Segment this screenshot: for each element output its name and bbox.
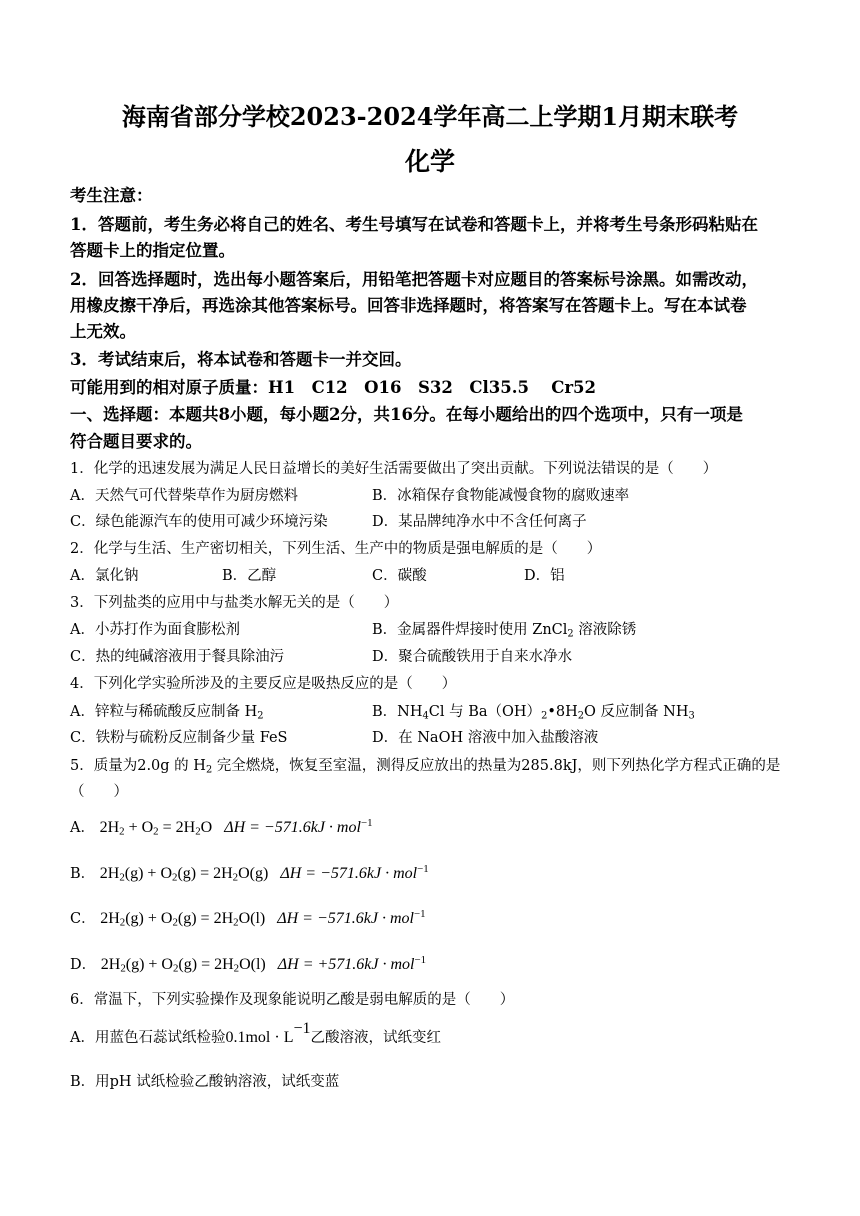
q5-stem-cont: （ ）	[70, 784, 128, 800]
q3-option-a: A．小苏打作为面食膨松剂	[70, 622, 240, 638]
exam-title: 海南省部分学校2023-2024学年高二上学期1月期末联考	[121, 102, 739, 131]
q3-option-b: B．金属器件焊接时使用 ZnCl$_2$ 溶液除锈	[372, 622, 637, 640]
notice-line-5: 上无效。	[70, 322, 136, 341]
q5-option-a: A． $2H_2 + O_2 = 2H_2O$ ΔH = −571.6kJ · mol$^{-1}$	[70, 817, 373, 838]
q3-option-c: C．热的纯碱溶液用于餐具除油污	[70, 649, 285, 665]
q2-option-b: B．乙醇	[222, 568, 277, 584]
q3-stem: 3．下列盐类的应用中与盐类水解无关的是（ ）	[70, 595, 399, 611]
notice-heading: 考生注意：	[70, 186, 153, 205]
q1-option-c: C．绿色能源汽车的使用可减少环境污染	[70, 514, 328, 530]
q6-option-a: A．用蓝色石蕊试纸检验$0.1mol \cdot L^{-1}$乙酸溶液，试纸变红	[70, 1020, 442, 1046]
section-1-heading-cont: 符合题目要求的。	[70, 432, 202, 451]
q5-option-d: D． $2H_2(g) + O_2(g) = 2H_2O(l) \Delta H = +571.6kJ \cdot mol^{-1}$	[70, 954, 427, 975]
q4-option-d: D．在 NaOH 溶液中加入盐酸溶液	[372, 730, 599, 746]
q5-stem: 5．质量为2.0g 的 $H_2$ 完全燃烧，恢复至室温，测得反应放出的热量为285.8kJ，则下列热化学方程式正确的是	[70, 758, 781, 776]
notice-line-2: 答题卡上的指定位置。	[70, 241, 235, 260]
q1-option-b: B．冰箱保存食物能减慢食物的腐败速率	[372, 488, 630, 504]
q6-option-b: B．用pH 试纸检验乙酸钠溶液，试纸变蓝	[70, 1074, 340, 1090]
q2-stem: 2．化学与生活、生产密切相关，下列生活、生产中的物质是强电解质的是（ ）	[70, 541, 602, 557]
q1-stem: 1．化学的迅速发展为满足人民日益增长的美好生活需要做出了突出贡献。下列说法错误的是（ ）	[70, 461, 718, 477]
q4-option-c: C．铁粉与硫粉反应制备少量 FeS	[70, 730, 288, 746]
notice-line-3: 2．回答选择题时，选出每小题答案后，用铅笔把答题卡对应题目的答案标号涂黑。如需改动，	[70, 270, 758, 289]
q2-option-a: A．氯化钠	[70, 568, 139, 584]
q4-option-b: B．$NH_4Cl$ 与 $Ba(OH)_2•8H_2O$ 反应制备 $NH_3$	[372, 704, 695, 722]
q1-option-d: D．某品牌纯净水中不含任何离子	[372, 514, 587, 530]
q5-option-c: C． $2H_2(g) + O_2(g) = 2H_2O(l) \Delta H = -571.6kJ \cdot mol^{-1}$	[70, 908, 426, 929]
notice-line-6: 3．考试结束后，将本试卷和答题卡一并交回。	[70, 350, 412, 369]
q6-stem: 6．常温下，下列实验操作及现象能说明乙酸是弱电解质的是（ ）	[70, 992, 515, 1008]
q3-option-d: D．聚合硫酸铁用于自来水净水	[372, 649, 573, 665]
exam-subject: 化学	[404, 147, 455, 176]
notice-line-4: 用橡皮擦干净后，再选涂其他答案标号。回答非选择题时，将答案写在答题卡上。写在本试卷	[70, 296, 747, 315]
q5-option-b: B． $2H_2(g) + O_2(g) = 2H_2O(g) \Delta H = -571.6kJ \cdot mol^{-1}$	[70, 863, 429, 884]
notice-line-1: 1．答题前，考生务必将自己的姓名、考生号填写在试卷和答题卡上，并将考生号条形码粘贴在	[70, 215, 758, 234]
q2-option-d: D．铝	[524, 568, 565, 584]
q2-option-c: C．碳酸	[372, 568, 427, 584]
q1-option-a: A．天然气可代替柴草作为厨房燃料	[70, 488, 298, 504]
atomic-mass-line: 可能用到的相对原子质量：H1 C12 O16 S32 Cl35.5 Cr52	[70, 378, 596, 397]
section-1-heading: 一、选择题：本题共8小题，每小题2分，共16分。在每小题给出的四个选项中，只有一项是	[70, 405, 743, 424]
q4-option-a: A．锌粒与稀硫酸反应制备 $H_2$	[70, 704, 264, 722]
q4-stem: 4．下列化学实验所涉及的主要反应是吸热反应的是（ ）	[70, 676, 457, 692]
